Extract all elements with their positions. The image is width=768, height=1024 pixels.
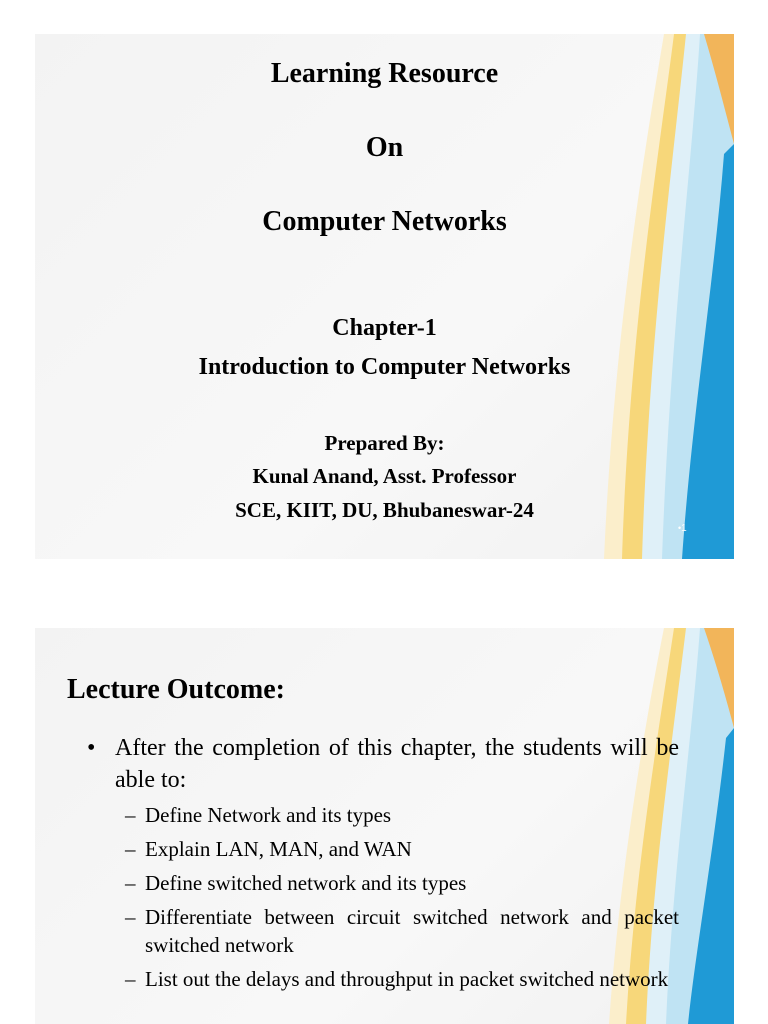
en-dash-icon: – [125,967,136,991]
bullet-dot-icon: • [678,523,682,533]
list-item [87,732,679,796]
author-name: Kunal Anand, Asst. Professor [252,464,517,488]
chapter-number: Chapter-1 [332,315,437,341]
bullet-text: After the completion of this chapter, the students will be able to: [115,735,679,793]
outcome-list [87,732,679,999]
list-item [125,903,679,959]
lecture-outcome-slide [35,628,734,1024]
sub-item-text: Explain LAN, MAN, and WAN [145,837,412,861]
en-dash-icon: – [125,837,136,861]
bullet-dot-icon: • [87,735,96,761]
en-dash-icon: – [125,871,136,895]
author-affiliation: SCE, KIIT, DU, Bhubaneswar-24 [235,498,534,522]
en-dash-icon: – [125,905,136,929]
sub-list [87,801,679,993]
slide-title: Lecture Outcome: [67,674,285,705]
list-item [125,835,679,863]
title-slide [35,34,734,559]
prepared-by-label: Prepared By: [324,431,445,455]
slide-number [678,523,687,534]
sub-item-text: Define Network and its types [145,803,392,827]
list-item [125,801,679,829]
slide-number-value: 1 [681,523,687,534]
resource-title-on: On [365,132,404,163]
list-item [125,965,679,993]
sub-item-text: List out the delays and throughput in packet switched network [145,967,669,991]
en-dash-icon: – [125,803,136,827]
sub-item-text: Define switched network and its types [145,871,467,895]
course-title: Computer Networks [262,206,507,237]
resource-title: Learning Resource [270,58,499,89]
list-item [125,869,679,897]
sub-item-text: Differentiate between circuit switched network and packet switched network [145,905,679,957]
chapter-title: Introduction to Computer Networks [198,354,571,380]
